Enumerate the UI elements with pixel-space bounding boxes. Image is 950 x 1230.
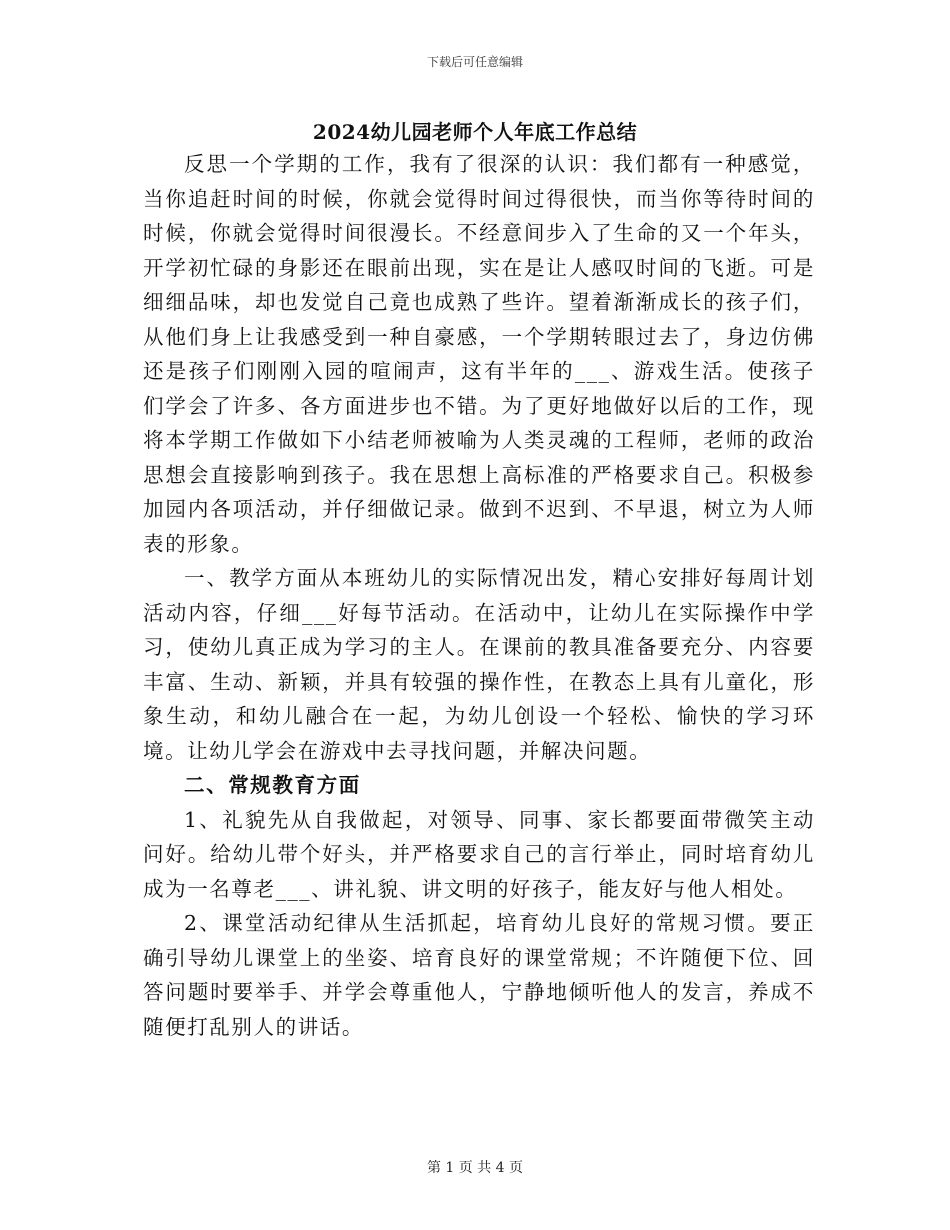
header-note: 下载后可任意编辑	[426, 55, 523, 69]
document-body	[143, 147, 815, 1044]
discipline-paragraph: 2、课堂活动纪律从生活抓起，培育幼儿良好的常规习惯。要正确引导幼儿课堂上的坐姿、培育良好的课堂常规；不许随便下位、回答问题时要举手、并学会尊重他人，宁静地倾听他人的发言，养成不随便打乱别人的讲话。	[143, 911, 815, 1039]
intro-paragraph: 反思一个学期的工作，我有了很深的认识：我们都有一种感觉，当你追赶时间的时候，你就会觉得时间过得很快，而当你等待时间的时候，你就会觉得时间很漫长。不经意间步入了生命的又一个年头，开学初忙碌的身影还在眼前出现，实在是让人感叹时间的飞逝。可是细细品味，却也发觉自己竟也成熟了些许。望着渐渐成长的孩子们，从他们身上让我感受到一种自豪感，一个学期转眼过去了，身边仿佛还是孩子们刚刚入园的喧闹声，这有半年的___、游戏生活。使孩子们学会了许多、各方面进步也不错。为了更好地做好以后的工作，现将本学期工作做如下小结老师被喻为人类灵魂的工程师，老师的政治思想会直接影响到孩子。我在思想上高标准的严格要求自己。积极参加园内各项活动，并仔细做记录。做到不迟到、不早退，树立为人师表的形象。	[143, 152, 815, 556]
document-title: 2024幼儿园老师个人年底工作总结	[312, 120, 638, 144]
page-number: 第 1 页 共 4 页	[426, 1160, 524, 1176]
courtesy-paragraph: 1、礼貌先从自我做起，对领导、同事、家长都要面带微笑主动问好。给幼儿带个好头，并严格要求自己的言行举止，同时培育幼儿成为一名尊老___、讲礼貌、讲文明的好孩子，能友好与他人相处。	[143, 807, 815, 901]
section-heading-routine: 二、常规教育方面	[184, 773, 361, 797]
teaching-paragraph: 一、教学方面从本班幼儿的实际情况出发，精心安排好每周计划活动内容，仔细___好每节活动。在活动中，让幼儿在实际操作中学习，使幼儿真正成为学习的主人。在课前的教具准备要充分、内容要丰富、生动、新颖，并具有较强的操作性，在教态上具有儿童化，形象生动，和幼儿融合在一起，为幼儿创设一个轻松、愉快的学习环境。让幼儿学会在游戏中去寻找问题，并解决问题。	[143, 566, 815, 763]
